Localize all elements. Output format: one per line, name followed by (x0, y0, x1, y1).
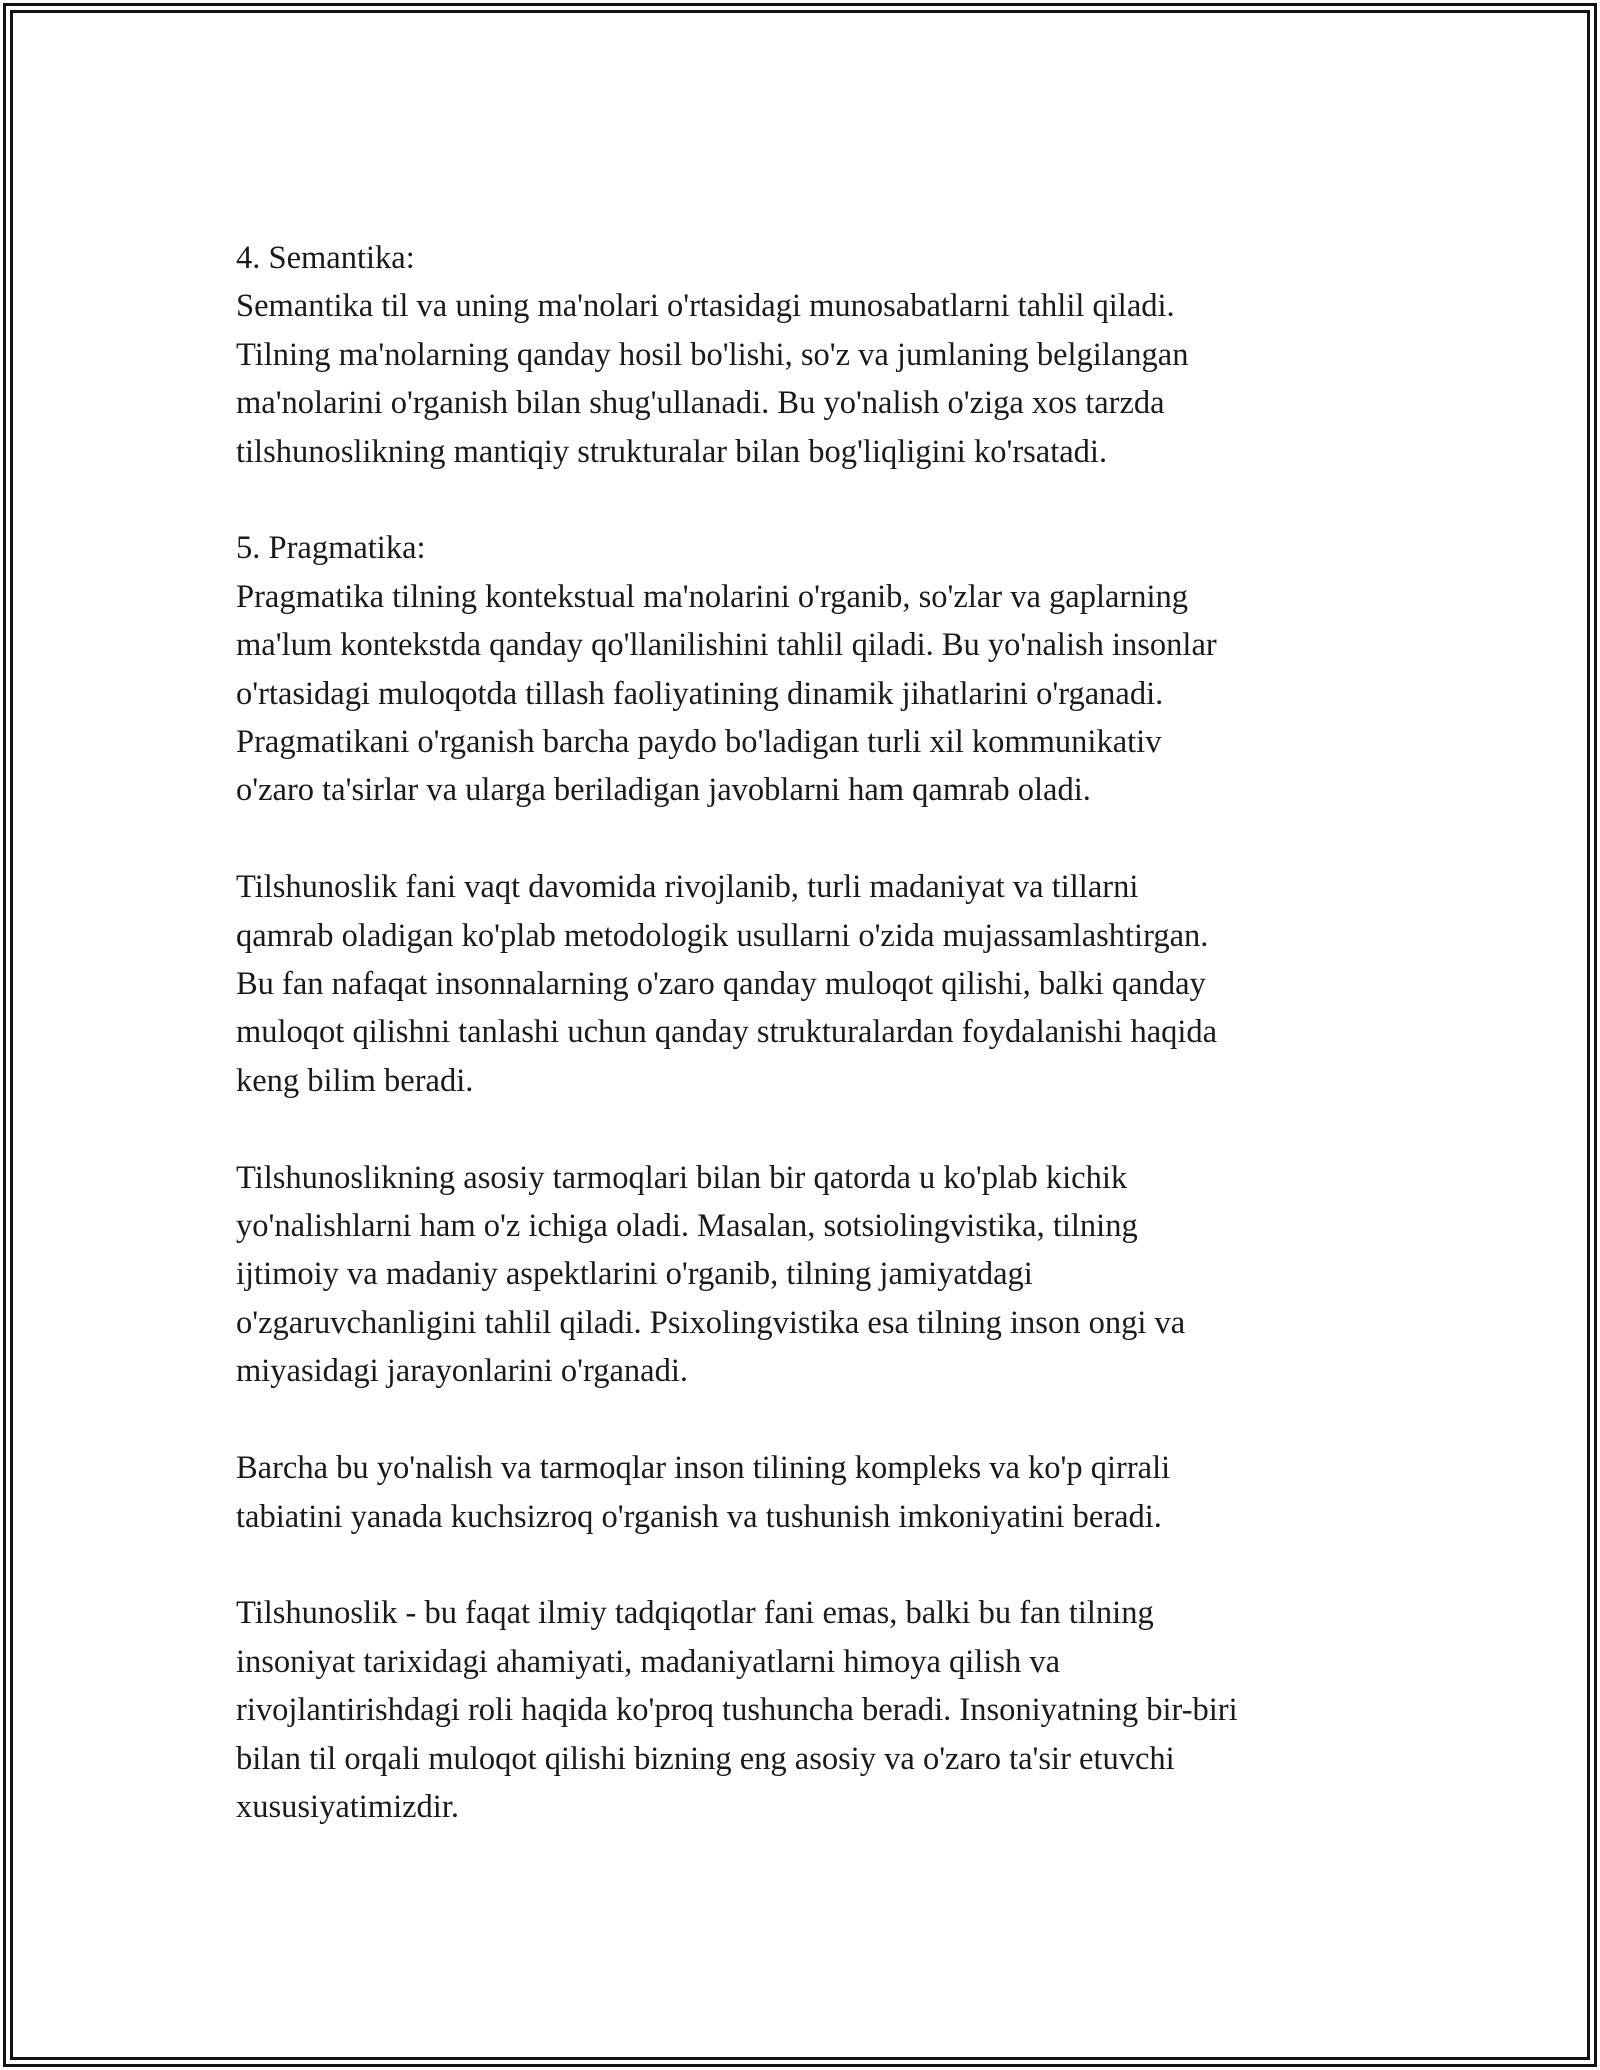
text-line: rivojlantirishdagi roli haqida ko'proq tushuncha beradi. Insoniyatning bir-biri (236, 1692, 1238, 1729)
text-line: Tilshunoslik fani vaqt davomida rivojlanib, turli madaniyat va tillarni (236, 869, 1139, 906)
paragraph-xulosa (236, 1589, 1396, 1831)
section-pragmatika (236, 524, 1396, 814)
paragraph-tilshunoslik-fani (236, 863, 1396, 1105)
text-line: keng bilim beradi. (236, 1062, 474, 1099)
text-line: tilshunoslikning mantiqiy strukturalar bilan bog'liqligini ko'rsatadi. (236, 433, 1108, 470)
text-line: insoniyat tarixidagi ahamiyati, madaniyatlarni himoya qilish va (236, 1643, 1061, 1680)
paragraph-barcha (236, 1444, 1396, 1541)
text-line: bilan til orqali muloqot qilishi bizning eng asosiy va o'zaro ta'sir etuvchi (236, 1740, 1175, 1777)
text-line: ma'nolarini o'rganish bilan shug'ullanadi. Bu yo'nalish o'ziga xos tarzda (236, 385, 1165, 422)
text-line: Pragmatikani o'rganish barcha paydo bo'ladigan turli xil kommunikativ (236, 724, 1162, 761)
section-semantika (236, 234, 1396, 476)
text-line: Tilshunoslikning asosiy tarmoqlari bilan bir qatorda u ko'plab kichik (236, 1159, 1128, 1196)
text-line: Pragmatika tilning kontekstual ma'nolarini o'rganib, so'zlar va gaplarning (236, 578, 1189, 615)
text-line: Bu fan nafaqat insonnalarning o'zaro qanday muloqot qilishi, balki qanday (236, 966, 1206, 1003)
text-line: Semantika til va uning ma'nolari o'rtasidagi munosabatlarni tahlil qiladi. (236, 288, 1175, 325)
text-line: o'rtasidagi muloqotda tillash faoliyatining dinamik jihatlarini o'rganadi. (236, 675, 1164, 712)
text-line: o'zgaruvchanligini tahlil qiladi. Psixolingvistika esa tilning inson ongi va (236, 1304, 1186, 1341)
text-line: Tilning ma'nolarning qanday hosil bo'lishi, so'z va jumlaning belgilangan (236, 336, 1189, 373)
text-line: tabiatini yanada kuchsizroq o'rganish va tushunish imkoniyatini beradi. (236, 1498, 1162, 1535)
text-line: Tilshunoslik - bu faqat ilmiy tadqiqotlar fani emas, balki bu fan tilning (236, 1595, 1154, 1632)
text-line: ma'lum kontekstda qanday qo'llanilishini tahlil qiladi. Bu yo'nalish insonlar (236, 627, 1217, 664)
section-heading: 5. Pragmatika: (236, 530, 426, 567)
document-body (236, 234, 1396, 1880)
section-heading: 4. Semantika: (236, 240, 415, 276)
text-line: qamrab oladigan ko'plab metodologik usullarni o'zida mujassamlashtirgan. (236, 917, 1209, 954)
text-line: o'zaro ta'sirlar va ularga beriladigan javoblarni ham qamrab oladi. (236, 772, 1091, 809)
text-line: yo'nalishlarni ham o'z ichiga oladi. Masalan, sotsiolingvistika, tilning (236, 1208, 1138, 1245)
text-line: xususiyatimizdir. (236, 1788, 459, 1825)
text-line: Barcha bu yo'nalish va tarmoqlar inson tilining kompleks va ko'p qirrali (236, 1450, 1171, 1487)
text-line: ijtimoiy va madaniy aspektlarini o'rganib, tilning jamiyatdagi (236, 1256, 1033, 1293)
text-line: muloqot qilishni tanlashi uchun qanday strukturalardan foydalanishi haqida (236, 1014, 1218, 1051)
paragraph-tarmoqlar (236, 1154, 1396, 1396)
text-line: miyasidagi jarayonlarini o'rganadi. (236, 1353, 689, 1390)
